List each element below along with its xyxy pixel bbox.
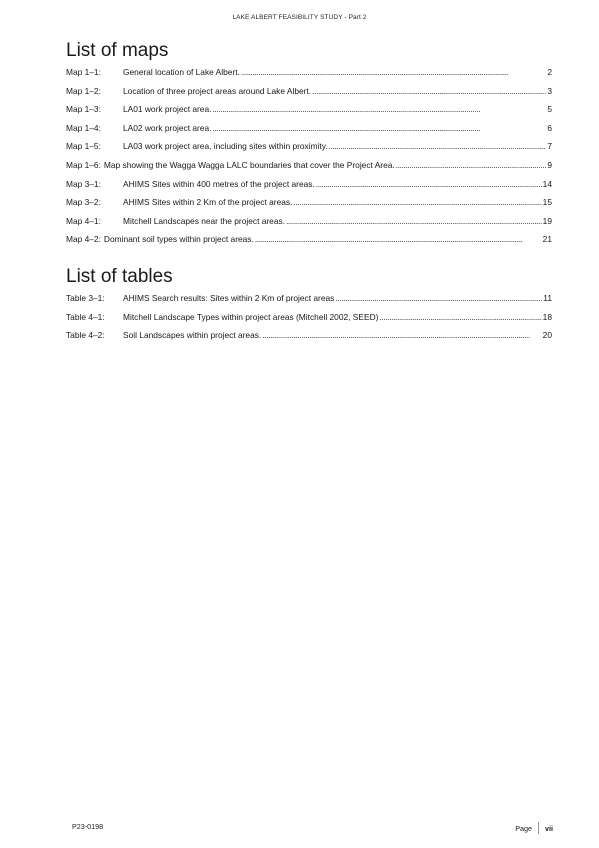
entry-number: Map 3–2: (66, 197, 101, 208)
dot-leader (293, 197, 541, 207)
toc-entry-map-1-1[interactable] (66, 67, 552, 86)
entry-title: Mitchell Landscapes near the project areas. (123, 215, 286, 226)
entry-title: LA01 work project area. (123, 104, 212, 115)
list-of-maps-heading: List of maps (66, 40, 169, 61)
page-label: Page (515, 823, 532, 833)
entry-title: Location of three project areas around Lake Albert. (123, 85, 312, 96)
toc-entry-map-4-1[interactable] (66, 216, 552, 235)
entry-page: 3 (547, 85, 552, 96)
entry-number: Map 1–6: (66, 159, 101, 170)
toc-entry-map-1-2[interactable] (66, 86, 552, 105)
dot-leader (286, 216, 542, 226)
entry-title: Dominant soil types within project areas. (103, 234, 254, 245)
list-of-tables-heading: List of tables (66, 266, 173, 287)
entry-title: LA03 work project area, including sites within proximity. (123, 141, 328, 152)
entry-number: Table 4–1: (66, 311, 105, 322)
entry-number: Map 1–5: (66, 141, 101, 152)
dot-leader (212, 104, 546, 114)
entry-page: 2 (547, 67, 552, 77)
entry-number: Map 4–2: (66, 234, 101, 245)
entry-page: 14 (542, 178, 552, 189)
entry-number: Map 1–1: (66, 67, 101, 77)
toc-entry-map-1-5[interactable] (66, 141, 552, 160)
footer-divider (538, 822, 539, 834)
toc-entry-map-1-6[interactable] (66, 160, 552, 179)
entry-title: Mitchell Landscape Types within project areas (Mitchell 2002, SEED) (123, 311, 379, 322)
entry-number: Map 4–1: (66, 215, 101, 226)
entry-page: 21 (542, 234, 552, 245)
entry-title: Map showing the Wagga Wagga LALC boundaries that cover the Project Area. (103, 159, 395, 170)
dot-leader (335, 293, 542, 303)
entry-number: Map 3–1: (66, 178, 101, 189)
entry-page: 9 (547, 159, 552, 170)
page-footer (515, 822, 553, 834)
entry-number: Table 4–2: (66, 330, 105, 341)
entry-page: 5 (547, 104, 552, 115)
dot-leader (241, 67, 546, 77)
entry-title: General location of Lake Albert. (123, 67, 240, 77)
running-header: LAKE ALBERT FEASIBILITY STUDY - Part 2 (232, 14, 367, 21)
entry-page: 11 (543, 293, 552, 303)
toc-entry-table-4-1[interactable] (66, 312, 552, 331)
entry-page: 19 (542, 215, 552, 226)
dot-leader (262, 330, 541, 340)
toc-entry-map-4-2[interactable] (66, 234, 552, 253)
entry-number: Map 1–3: (66, 104, 101, 115)
document-id: P23-0198 (72, 822, 104, 831)
list-of-maps (66, 67, 552, 253)
toc-entry-map-1-3[interactable] (66, 104, 552, 123)
page-number: vii (545, 823, 553, 833)
entry-page: 15 (542, 197, 552, 208)
dot-leader (255, 234, 542, 244)
toc-entry-table-3-1[interactable] (66, 293, 552, 312)
entry-title: Soil Landscapes within project areas. (123, 330, 262, 341)
entry-title: LA02 work project area. (123, 122, 212, 133)
entry-page: 7 (547, 141, 552, 152)
toc-entry-map-3-2[interactable] (66, 197, 552, 216)
entry-title: AHIMS Search results: Sites within 2 Km of project areas (123, 293, 335, 303)
entry-number: Map 1–4: (66, 122, 101, 133)
entry-title: AHIMS Sites within 2 Km of the project areas. (123, 197, 293, 208)
toc-entry-map-3-1[interactable] (66, 179, 552, 198)
entry-page: 20 (542, 330, 552, 341)
dot-leader (316, 179, 542, 189)
dot-leader (329, 141, 547, 151)
entry-title: AHIMS Sites within 400 metres of the project areas. (123, 178, 315, 189)
dot-leader (379, 312, 541, 322)
dot-leader (396, 160, 547, 170)
toc-entry-table-4-2[interactable] (66, 330, 552, 349)
entry-number: Table 3–1: (66, 293, 105, 303)
entry-page: 6 (547, 122, 552, 133)
entry-page: 18 (542, 311, 552, 322)
entry-number: Map 1–2: (66, 85, 101, 96)
dot-leader (212, 123, 546, 133)
toc-entry-map-1-4[interactable] (66, 123, 552, 142)
list-of-tables (66, 293, 552, 349)
dot-leader (312, 86, 546, 96)
